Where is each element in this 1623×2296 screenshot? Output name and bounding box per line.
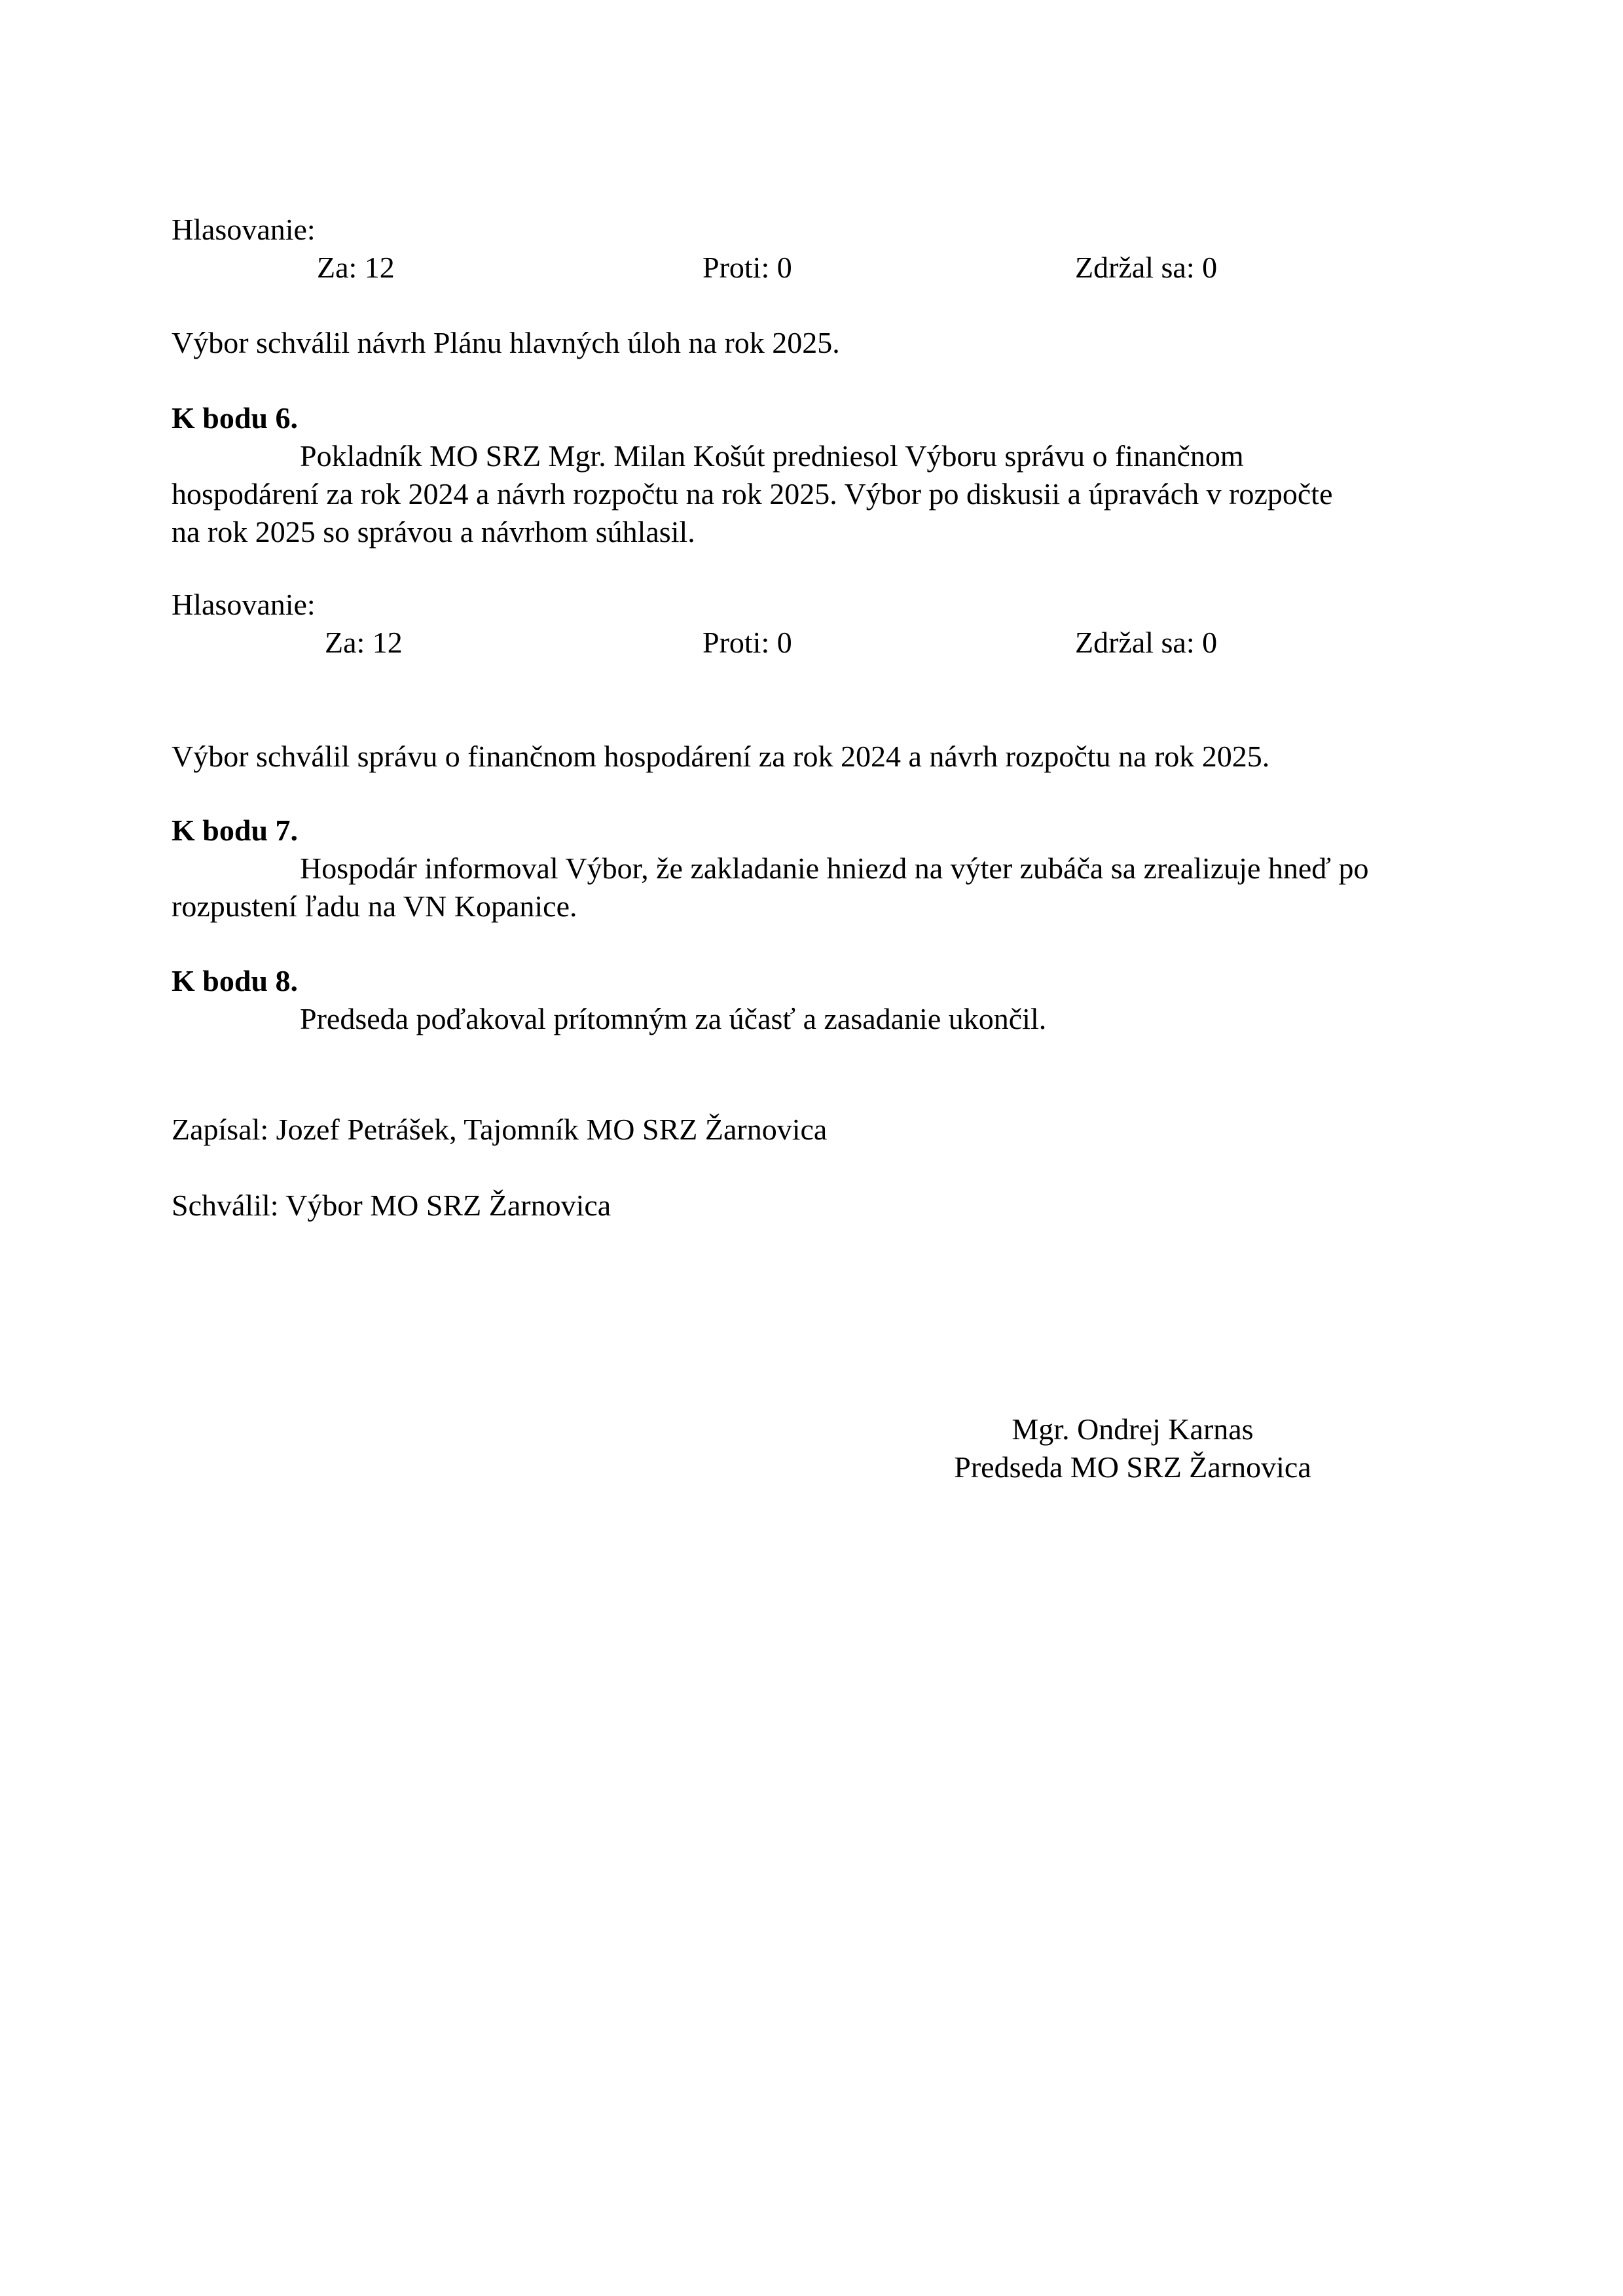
vote-against: Proti: 0 xyxy=(702,626,792,659)
vote-for: Za: 12 xyxy=(325,626,403,659)
approved-by: Schválil: Výbor MO SRZ Žarnovica xyxy=(172,1189,611,1222)
voting-label: Hlasovanie: xyxy=(172,588,316,621)
paragraph-line: hospodárení za rok 2024 a návrh rozpočtu na rok 2025. Výbor po diskusii a úpravách v rozpočte xyxy=(172,477,1333,511)
paragraph-line: na rok 2025 so správou a návrhom súhlasil. xyxy=(172,515,695,548)
paragraph-line: Pokladník MO SRZ Mgr. Milan Košút predniesol Výboru správu o finančnom xyxy=(300,439,1244,473)
voting-results-row xyxy=(0,249,1623,287)
paragraph-line: Predseda poďakoval prítomným za účasť a zasadanie ukončil. xyxy=(300,1002,1047,1035)
signature-name: Mgr. Ondrej Karnas xyxy=(1012,1412,1254,1446)
voting-label: Hlasovanie: xyxy=(172,213,316,246)
resolution-text: Výbor schválil správu o finančnom hospodárení za rok 2024 a návrh rozpočtu na rok 2025. xyxy=(172,740,1270,773)
paragraph-line: Hospodár informoval Výbor, že zakladanie hniezd na výter zubáča sa zrealizuje hneď po xyxy=(300,852,1369,885)
section-heading: K bodu 7. xyxy=(172,814,299,847)
voting-results-row xyxy=(0,624,1623,662)
section-heading: K bodu 8. xyxy=(172,964,299,997)
signature-title: Predseda MO SRZ Žarnovica xyxy=(954,1450,1311,1484)
vote-abstain: Zdržal sa: 0 xyxy=(1075,251,1218,284)
vote-for: Za: 12 xyxy=(317,251,395,284)
paragraph-line: rozpustení ľadu na VN Kopanice. xyxy=(172,889,577,923)
vote-abstain: Zdržal sa: 0 xyxy=(1075,626,1218,659)
vote-against: Proti: 0 xyxy=(702,251,792,284)
section-heading: K bodu 6. xyxy=(172,401,299,435)
recorded-by: Zapísal: Jozef Petrášek, Tajomník MO SRZ Žarnovica xyxy=(172,1113,828,1146)
resolution-text: Výbor schválil návrh Plánu hlavných úloh na rok 2025. xyxy=(172,326,840,359)
